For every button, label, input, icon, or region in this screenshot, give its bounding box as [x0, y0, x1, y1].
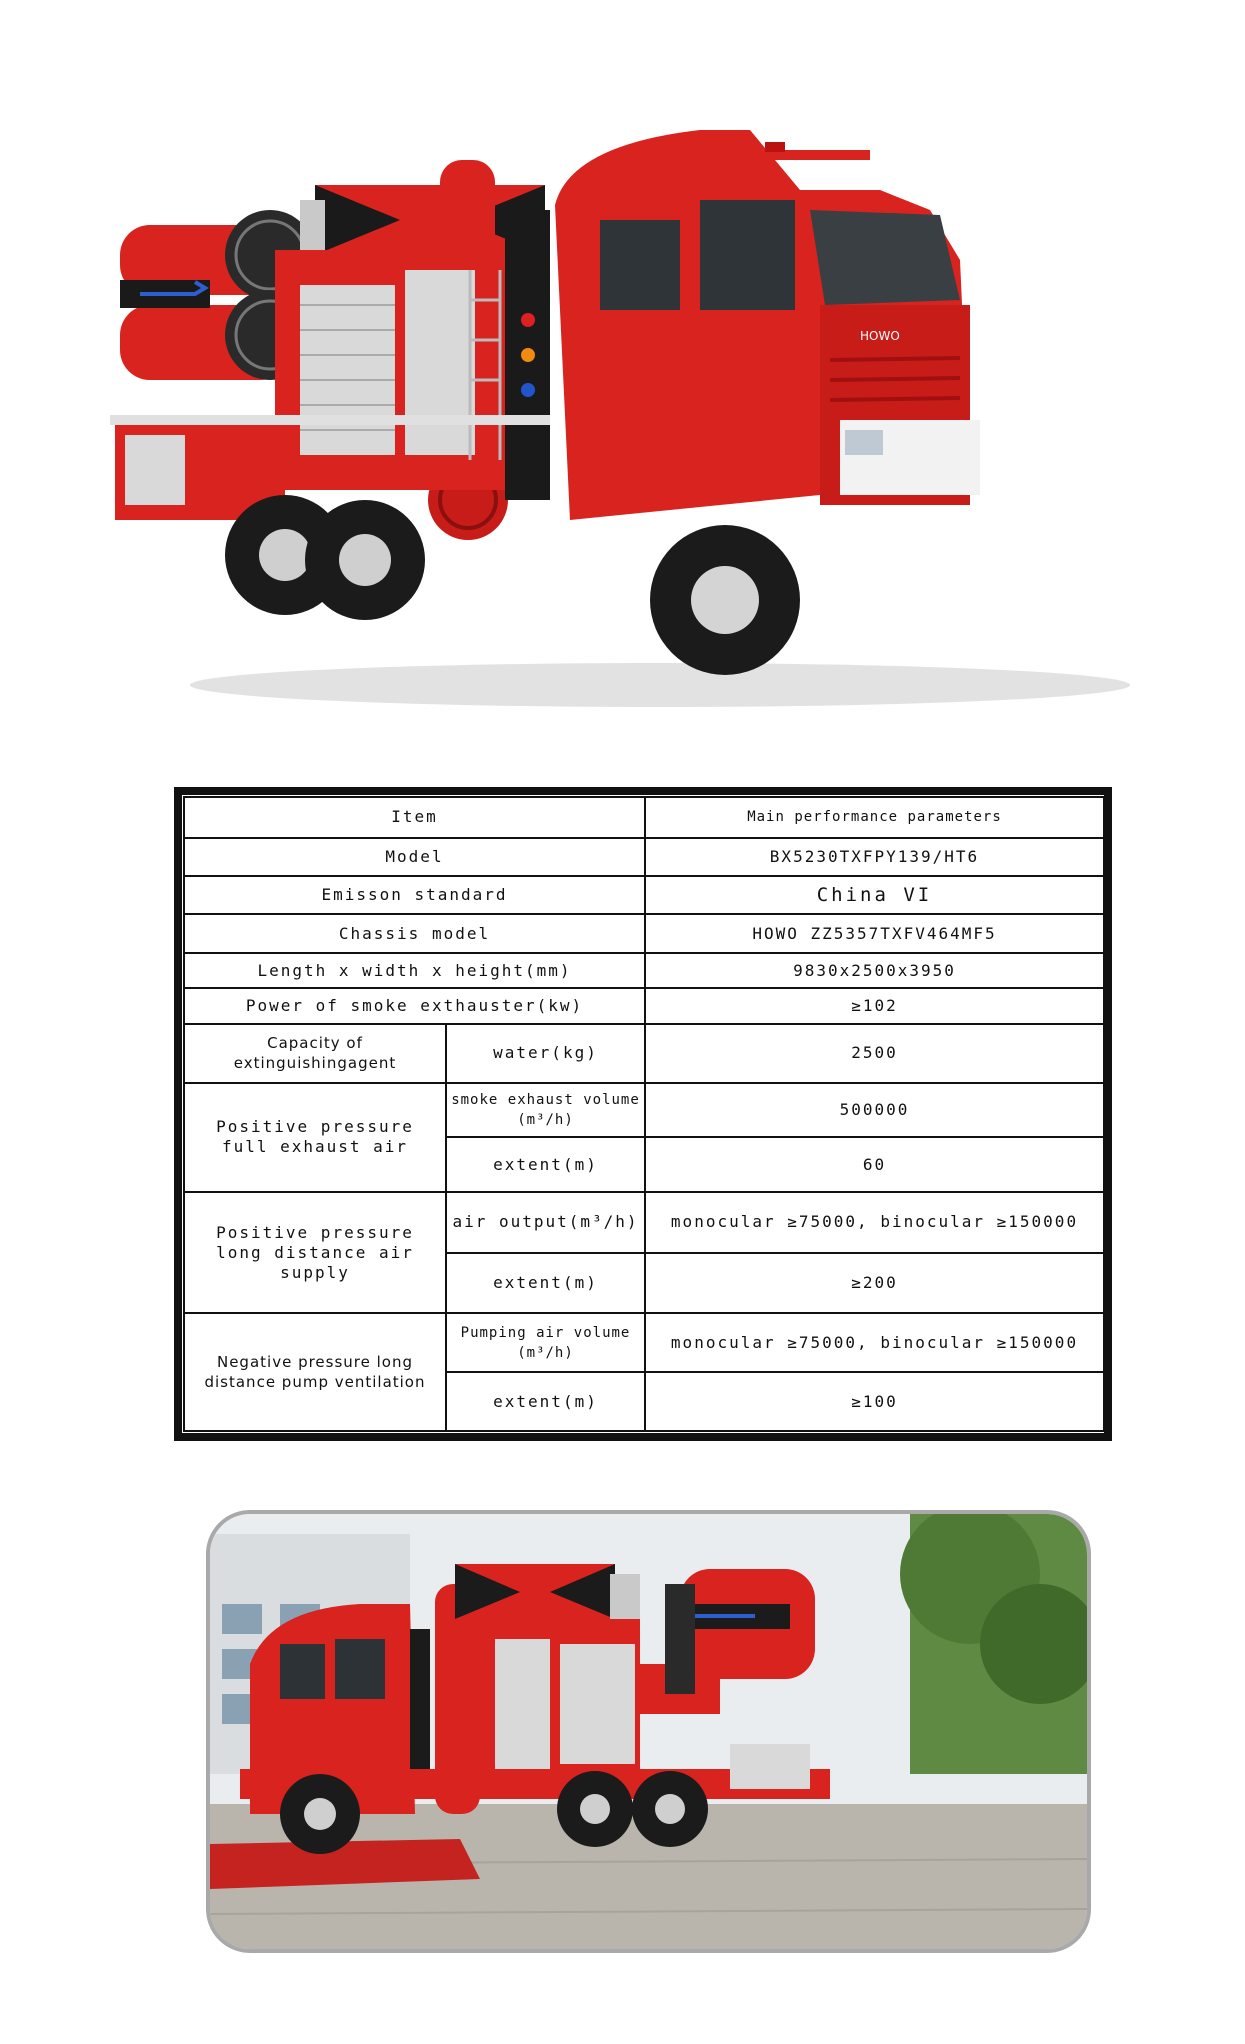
- negative-long-value2: ≥100: [645, 1372, 1104, 1431]
- capacity-sub: water(kg): [446, 1024, 645, 1083]
- table-header-row: [184, 797, 1104, 838]
- row-value: 9830x2500x3950: [645, 953, 1104, 988]
- row-value: ≥102: [645, 988, 1104, 1023]
- positive-full-label: Positive pressure full exhaust air: [184, 1083, 446, 1192]
- side-rail: [110, 415, 550, 425]
- table-row: [184, 1024, 1104, 1083]
- positive-long-value1: monocular ≥75000, binocular ≥150000: [645, 1192, 1104, 1253]
- header-item: Item: [184, 797, 645, 838]
- row-label: Model: [184, 838, 645, 876]
- positive-full-sub1: smoke exhaust volume (m³/h): [446, 1083, 645, 1138]
- fire-truck-side-photo: [210, 1514, 1087, 1949]
- table-row: [184, 1192, 1104, 1253]
- positive-long-label: Positive pressure long distance air supply: [184, 1192, 446, 1314]
- row-value: BX5230TXFPY139/HT6: [645, 838, 1104, 876]
- capacity-label: Capacity of extinguishingagent: [184, 1024, 446, 1083]
- row-label: Power of smoke exthauster(kw): [184, 988, 645, 1023]
- fire-truck-product-image: [100, 130, 1150, 720]
- cab-brand-text: HOWO: [860, 329, 900, 343]
- row-label: Emisson standard: [184, 876, 645, 914]
- row-value: HOWO ZZ5357TXFV464MF5: [645, 914, 1104, 952]
- row-label: Length x width x height(mm): [184, 953, 645, 988]
- row-label: Chassis model: [184, 914, 645, 952]
- rear-shutter: [125, 435, 185, 505]
- positive-full-value1: 500000: [645, 1083, 1104, 1138]
- positive-full-value2: 60: [645, 1137, 1104, 1192]
- spec-table: [183, 796, 1105, 1432]
- wheels: [225, 495, 800, 675]
- header-params: Main performance parameters: [645, 797, 1104, 838]
- negative-long-sub2: extent(m): [446, 1372, 645, 1431]
- fire-truck-photo: [206, 1510, 1091, 1953]
- truck-body: [275, 210, 550, 500]
- table-row: [184, 1313, 1104, 1372]
- table-row: [184, 876, 1104, 914]
- positive-full-sub2: extent(m): [446, 1137, 645, 1192]
- spec-table-frame: [174, 787, 1112, 1441]
- table-row: [184, 914, 1104, 952]
- positive-long-sub2: extent(m): [446, 1253, 645, 1314]
- table-row: [184, 1083, 1104, 1138]
- negative-long-label: Negative pressure long distance pump ventilation: [184, 1313, 446, 1431]
- negative-long-value1: monocular ≥75000, binocular ≥150000: [645, 1313, 1104, 1372]
- row-value: China VI: [645, 876, 1104, 914]
- capacity-value: 2500: [645, 1024, 1104, 1083]
- table-row: [184, 838, 1104, 876]
- positive-long-value2: ≥200: [645, 1253, 1104, 1314]
- negative-long-sub1: Pumping air volume (m³/h): [446, 1313, 645, 1372]
- truck-cab: [555, 130, 980, 520]
- table-row: [184, 988, 1104, 1023]
- positive-long-sub1: air output(m³/h): [446, 1192, 645, 1253]
- table-row: [184, 953, 1104, 988]
